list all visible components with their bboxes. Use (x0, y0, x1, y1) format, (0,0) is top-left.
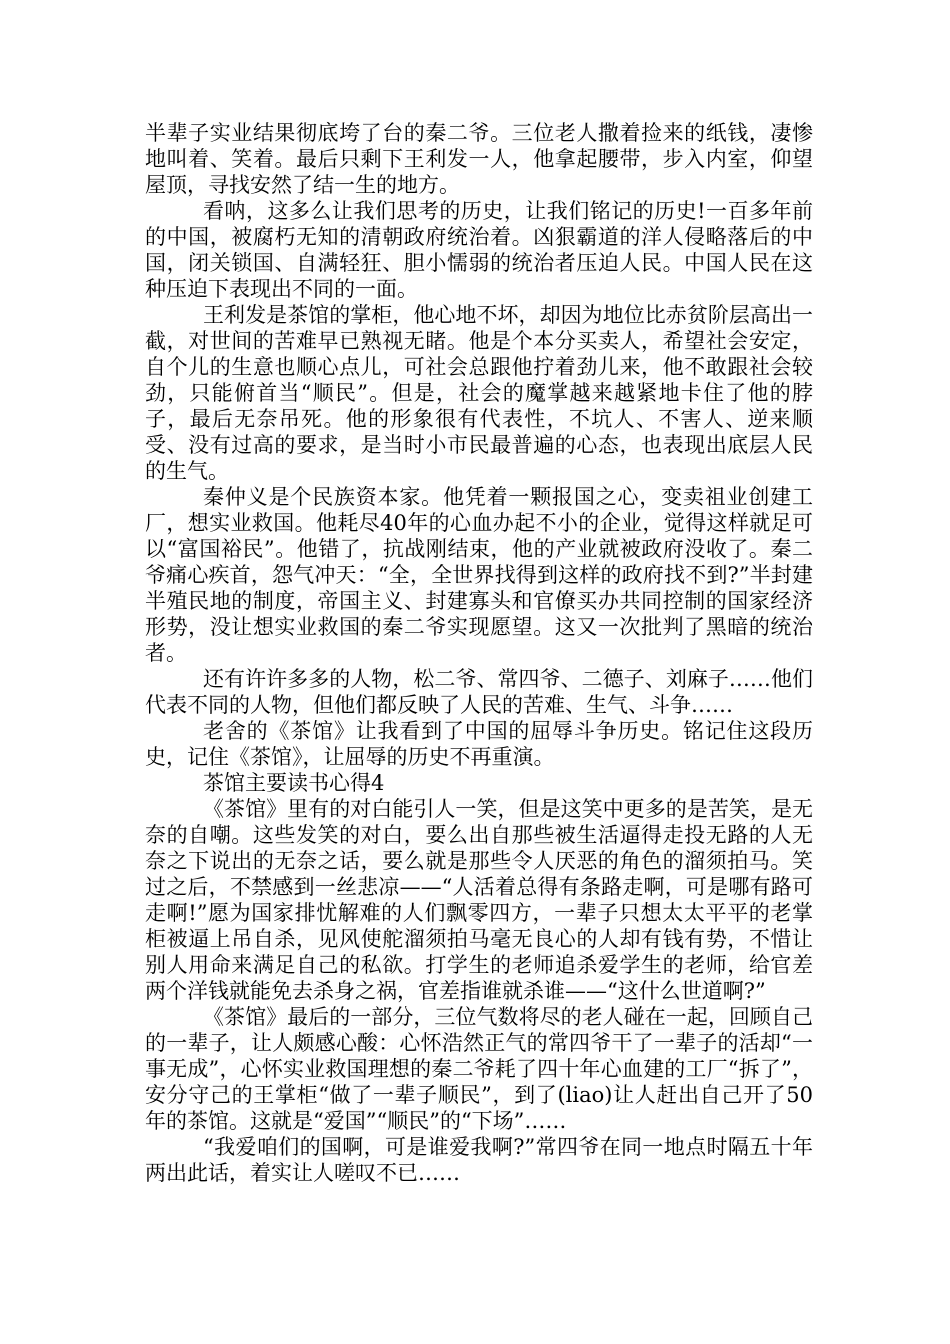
document-body (145, 120, 813, 1186)
paragraph-history: 看呐，这多么让我们思考的历史，让我们铭记的历史!一百多年前的中国，被腐朽无知的清朝政府统治着。凶狠霸道的洋人侵略落后的中国，闭关锁国、自满轻狂、胆小懦弱的统治者压迫人民。中国人民在这种压迫下表现出不同的一面。 (145, 199, 813, 301)
paragraph-lao-she: 老舍的《茶馆》让我看到了中国的屈辱斗争历史。铭记住这段历史，记住《茶馆》，让屈辱的历史不再重演。 (145, 719, 813, 769)
paragraph-final-part: 《茶馆》最后的一部分，三位气数将尽的老人碰在一起，回顾自己的一辈子，让人颇感心酸：心怀浩然正气的常四爷干了一辈子的活却“一事无成”，心怀实业救国理想的秦二爷耗了四十年心血建的工厂“拆了”，安分守己的王掌柜“做了一辈子顺民”，到了(liao)让人赶出自己开了50年的茶馆。这就是“爱国”“顺民”的“下场”…… (145, 1005, 813, 1133)
paragraph-qin-zhongyi: 秦仲义是个民族资本家。他凭着一颗报国之心，变卖祖业创建工厂，想实业救国。他耗尽40年的心血办起不小的企业，觉得这样就足可以“富国裕民”。他错了，抗战刚结束，他的产业就被政府没收了。秦二爷痛心疾首，怨气冲天：“全，全世界找得到这样的政府找不到?”半封建半殖民地的制度，帝国主义、封建寡头和官僚买办共同控制的国家经济形势，没让想实业救国的秦二爷实现愿望。这又一次批判了黑暗的统治者。 (145, 485, 813, 665)
paragraph-other-characters: 还有许许多多的人物，松二爷、常四爷、二德子、刘麻子……他们代表不同的人物，但他们都反映了人民的苦难、生气、斗争…… (145, 667, 813, 717)
section-heading: 茶馆主要读书心得4 (203, 771, 385, 795)
paragraph-continuation: 半辈子实业结果彻底垮了台的秦二爷。三位老人撒着捡来的纸钱，凄惨地叫着、笑着。最后只剩下王利发一人，他拿起腰带，步入内室，仰望屋顶，寻找安然了结一生的地方。 (145, 121, 813, 197)
paragraph-quote: “我爱咱们的国啊，可是谁爱我啊?”常四爷在同一地点时隔五十年两出此话，着实让人嗟叹不已…… (145, 1135, 813, 1185)
paragraph-dialogue: 《茶馆》里有的对白能引人一笑，但是这笑中更多的是苦笑，是无奈的自嘲。这些发笑的对白，要么出自那些被生活逼得走投无路的人无奈之下说出的无奈之话，要么就是那些令人厌恶的角色的溜须拍马。笑过之后，不禁感到一丝悲凉——“人活着总得有条路走啊，可是哪有路可走啊!”愿为国家排忧解难的人们飘零四方，一辈子只想太太平平的老掌柜被逼上吊自杀，见风使舵溜须拍马毫无良心的人却有钱有势，不惜让别人用命来满足自己的私欲。打学生的老师追杀爱学生的老师，给官差两个洋钱就能免去杀身之祸，官差指谁就杀谁——“这什么世道啊?” (145, 797, 813, 1003)
paragraph-wang-lifa: 王利发是茶馆的掌柜，他心地不坏，却因为地位比赤贫阶层高出一截，对世间的苦难早已熟视无睹。他是个本分买卖人，希望社会安定，自个儿的生意也顺心点儿，可社会总跟他拧着劲儿来，他不敢跟社会较劲，只能俯首当“顺民”。但是，社会的魔掌越来越紧地卡住了他的脖子，最后无奈吊死。他的形象很有代表性，不坑人、不害人、逆来顺受、没有过高的要求，是当时小市民最普遍的心态，也表现出底层人民的生气。 (145, 303, 813, 483)
